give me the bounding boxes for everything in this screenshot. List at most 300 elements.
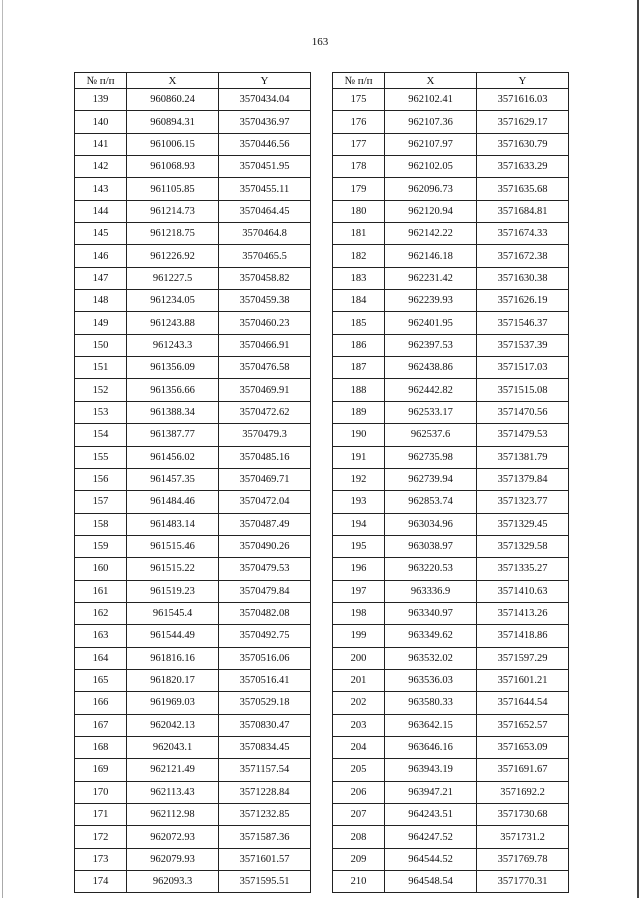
table-row xyxy=(75,848,311,870)
cell-number: 166 xyxy=(75,692,127,714)
cell-number: 155 xyxy=(75,446,127,468)
cell-number: 194 xyxy=(333,513,385,535)
cell-x: 963646.16 xyxy=(385,736,477,758)
cell-x: 961456.02 xyxy=(127,446,219,468)
table-row xyxy=(333,156,569,178)
cell-y: 3571479.53 xyxy=(477,424,569,446)
cell-number: 210 xyxy=(333,871,385,893)
cell-y: 3570436.97 xyxy=(219,111,311,133)
cell-y: 3571515.08 xyxy=(477,379,569,401)
cell-y: 3571597.29 xyxy=(477,647,569,669)
cell-y: 3570455.11 xyxy=(219,178,311,200)
table-row xyxy=(333,491,569,513)
table-row xyxy=(333,513,569,535)
cell-number: 208 xyxy=(333,826,385,848)
table-row xyxy=(333,424,569,446)
table-row xyxy=(333,111,569,133)
cell-y: 3571517.03 xyxy=(477,357,569,379)
table-row xyxy=(333,401,569,423)
cell-x: 963943.19 xyxy=(385,759,477,781)
cell-y: 3571595.51 xyxy=(219,871,311,893)
cell-y: 3571644.54 xyxy=(477,692,569,714)
cell-number: 192 xyxy=(333,468,385,490)
table-row xyxy=(333,312,569,334)
cell-x: 963532.02 xyxy=(385,647,477,669)
cell-x: 962079.93 xyxy=(127,848,219,870)
cell-number: 203 xyxy=(333,714,385,736)
table-row xyxy=(333,848,569,870)
cell-y: 3570469.91 xyxy=(219,379,311,401)
cell-y: 3571601.57 xyxy=(219,848,311,870)
cell-y: 3570516.41 xyxy=(219,669,311,691)
cell-y: 3570451.95 xyxy=(219,156,311,178)
cell-number: 144 xyxy=(75,200,127,222)
cell-x: 962397.53 xyxy=(385,334,477,356)
cell-y: 3571630.38 xyxy=(477,267,569,289)
cell-x: 961006.15 xyxy=(127,133,219,155)
table-row xyxy=(75,804,311,826)
cell-number: 176 xyxy=(333,111,385,133)
cell-x: 961356.66 xyxy=(127,379,219,401)
cell-y: 3570834.45 xyxy=(219,736,311,758)
table-row xyxy=(75,759,311,781)
cell-number: 180 xyxy=(333,200,385,222)
cell-number: 198 xyxy=(333,602,385,624)
cell-x: 961068.93 xyxy=(127,156,219,178)
cell-y: 3571674.33 xyxy=(477,223,569,245)
cell-number: 179 xyxy=(333,178,385,200)
table-row xyxy=(333,379,569,401)
table-row xyxy=(75,379,311,401)
cell-number: 160 xyxy=(75,558,127,580)
cell-number: 152 xyxy=(75,379,127,401)
table-row xyxy=(75,223,311,245)
table-row xyxy=(75,647,311,669)
cell-number: 182 xyxy=(333,245,385,267)
cell-y: 3571652.57 xyxy=(477,714,569,736)
cell-y: 3570516.06 xyxy=(219,647,311,669)
cell-y: 3571470.56 xyxy=(477,401,569,423)
cell-number: 164 xyxy=(75,647,127,669)
header-num: № п/п xyxy=(333,73,385,89)
cell-number: 151 xyxy=(75,357,127,379)
cell-y: 3571413.26 xyxy=(477,602,569,624)
cell-y: 3571323.77 xyxy=(477,491,569,513)
cell-number: 207 xyxy=(333,804,385,826)
table-row xyxy=(333,625,569,647)
cell-number: 190 xyxy=(333,424,385,446)
page-number: 163 xyxy=(311,36,329,48)
cell-number: 195 xyxy=(333,535,385,557)
table-row xyxy=(75,558,311,580)
cell-x: 962401.95 xyxy=(385,312,477,334)
cell-number: 141 xyxy=(75,133,127,155)
cell-x: 963340.97 xyxy=(385,602,477,624)
cell-y: 3570446.56 xyxy=(219,133,311,155)
cell-x: 961519.23 xyxy=(127,580,219,602)
table-row xyxy=(75,312,311,334)
cell-x: 963220.53 xyxy=(385,558,477,580)
cell-number: 173 xyxy=(75,848,127,870)
cell-y: 3571546.37 xyxy=(477,312,569,334)
table-row xyxy=(333,826,569,848)
cell-x: 962093.3 xyxy=(127,871,219,893)
table-row xyxy=(333,178,569,200)
cell-x: 961483.14 xyxy=(127,513,219,535)
cell-x: 961544.49 xyxy=(127,625,219,647)
table-row xyxy=(333,558,569,580)
cell-number: 159 xyxy=(75,535,127,557)
cell-y: 3570485.16 xyxy=(219,446,311,468)
cell-x: 962107.97 xyxy=(385,133,477,155)
cell-number: 202 xyxy=(333,692,385,714)
table-row xyxy=(333,781,569,803)
header-num: № п/п xyxy=(75,73,127,89)
table-header-row xyxy=(75,73,311,89)
cell-y: 3571630.79 xyxy=(477,133,569,155)
cell-number: 156 xyxy=(75,468,127,490)
table-row xyxy=(75,491,311,513)
table-row xyxy=(333,602,569,624)
scan-edge-left xyxy=(2,0,3,898)
table-row xyxy=(333,468,569,490)
cell-number: 206 xyxy=(333,781,385,803)
cell-x: 964548.54 xyxy=(385,871,477,893)
cell-number: 174 xyxy=(75,871,127,893)
cell-y: 3570482.08 xyxy=(219,602,311,624)
cell-number: 199 xyxy=(333,625,385,647)
cell-x: 962739.94 xyxy=(385,468,477,490)
cell-x: 961214.73 xyxy=(127,200,219,222)
cell-y: 3570459.38 xyxy=(219,290,311,312)
table-row xyxy=(333,446,569,468)
table-row xyxy=(333,223,569,245)
cell-number: 185 xyxy=(333,312,385,334)
cell-x: 962113.43 xyxy=(127,781,219,803)
cell-x: 961218.75 xyxy=(127,223,219,245)
cell-x: 963580.33 xyxy=(385,692,477,714)
cell-y: 3570434.04 xyxy=(219,89,311,111)
table-row xyxy=(333,267,569,289)
cell-number: 177 xyxy=(333,133,385,155)
cell-y: 3571228.84 xyxy=(219,781,311,803)
table-row xyxy=(75,245,311,267)
cell-x: 962102.41 xyxy=(385,89,477,111)
cell-number: 158 xyxy=(75,513,127,535)
coordinates-table-left xyxy=(74,72,311,893)
cell-number: 163 xyxy=(75,625,127,647)
table-row xyxy=(75,267,311,289)
cell-y: 3571329.45 xyxy=(477,513,569,535)
cell-x: 961457.35 xyxy=(127,468,219,490)
cell-number: 188 xyxy=(333,379,385,401)
cell-x: 961484.46 xyxy=(127,491,219,513)
cell-number: 150 xyxy=(75,334,127,356)
table-row xyxy=(333,357,569,379)
cell-number: 193 xyxy=(333,491,385,513)
cell-number: 191 xyxy=(333,446,385,468)
cell-x: 964243.51 xyxy=(385,804,477,826)
scan-edge-right xyxy=(637,0,639,898)
cell-x: 961515.46 xyxy=(127,535,219,557)
cell-x: 962102.05 xyxy=(385,156,477,178)
table-row xyxy=(333,804,569,826)
cell-y: 3571381.79 xyxy=(477,446,569,468)
table-row xyxy=(75,602,311,624)
cell-y: 3570464.8 xyxy=(219,223,311,245)
cell-x: 961226.92 xyxy=(127,245,219,267)
cell-number: 175 xyxy=(333,89,385,111)
cell-x: 962142.22 xyxy=(385,223,477,245)
cell-x: 963336.9 xyxy=(385,580,477,602)
table-row xyxy=(75,736,311,758)
cell-x: 961234.05 xyxy=(127,290,219,312)
cell-number: 149 xyxy=(75,312,127,334)
cell-y: 3570490.26 xyxy=(219,535,311,557)
table-row xyxy=(333,290,569,312)
cell-y: 3570479.53 xyxy=(219,558,311,580)
cell-number: 162 xyxy=(75,602,127,624)
header-x: X xyxy=(127,73,219,89)
cell-x: 961388.34 xyxy=(127,401,219,423)
table-body-right xyxy=(333,89,569,893)
cell-number: 186 xyxy=(333,334,385,356)
cell-y: 3570469.71 xyxy=(219,468,311,490)
table-row xyxy=(333,200,569,222)
cell-number: 146 xyxy=(75,245,127,267)
cell-number: 184 xyxy=(333,290,385,312)
table-row xyxy=(333,669,569,691)
cell-y: 3571672.38 xyxy=(477,245,569,267)
cell-number: 187 xyxy=(333,357,385,379)
cell-y: 3571684.81 xyxy=(477,200,569,222)
table-row xyxy=(333,535,569,557)
cell-y: 3570529.18 xyxy=(219,692,311,714)
cell-x: 962121.49 xyxy=(127,759,219,781)
cell-y: 3570492.75 xyxy=(219,625,311,647)
header-x: X xyxy=(385,73,477,89)
cell-number: 183 xyxy=(333,267,385,289)
cell-number: 147 xyxy=(75,267,127,289)
cell-y: 3571770.31 xyxy=(477,871,569,893)
cell-y: 3571626.19 xyxy=(477,290,569,312)
cell-x: 961387.77 xyxy=(127,424,219,446)
cell-y: 3570476.58 xyxy=(219,357,311,379)
cell-number: 197 xyxy=(333,580,385,602)
table-body-left xyxy=(75,89,311,893)
table-row xyxy=(333,647,569,669)
table-row xyxy=(333,89,569,111)
cell-x: 961243.88 xyxy=(127,312,219,334)
table-row xyxy=(75,625,311,647)
table-row xyxy=(75,200,311,222)
cell-y: 3571653.09 xyxy=(477,736,569,758)
table-row xyxy=(333,692,569,714)
cell-number: 172 xyxy=(75,826,127,848)
cell-x: 962533.17 xyxy=(385,401,477,423)
table-row xyxy=(75,535,311,557)
header-y: Y xyxy=(477,73,569,89)
cell-number: 145 xyxy=(75,223,127,245)
cell-y: 3571537.39 xyxy=(477,334,569,356)
table-row xyxy=(75,826,311,848)
cell-y: 3571633.29 xyxy=(477,156,569,178)
table-row xyxy=(75,669,311,691)
cell-y: 3571629.17 xyxy=(477,111,569,133)
cell-x: 962537.6 xyxy=(385,424,477,446)
cell-x: 962853.74 xyxy=(385,491,477,513)
table-row xyxy=(75,468,311,490)
cell-y: 3570487.49 xyxy=(219,513,311,535)
cell-x: 960860.24 xyxy=(127,89,219,111)
cell-number: 170 xyxy=(75,781,127,803)
cell-number: 153 xyxy=(75,401,127,423)
cell-y: 3570479.3 xyxy=(219,424,311,446)
cell-number: 189 xyxy=(333,401,385,423)
cell-x: 962120.94 xyxy=(385,200,477,222)
cell-x: 961515.22 xyxy=(127,558,219,580)
cell-number: 148 xyxy=(75,290,127,312)
cell-y: 3570830.47 xyxy=(219,714,311,736)
cell-y: 3570472.62 xyxy=(219,401,311,423)
cell-number: 204 xyxy=(333,736,385,758)
cell-x: 963349.62 xyxy=(385,625,477,647)
cell-x: 962042.13 xyxy=(127,714,219,736)
cell-x: 962239.93 xyxy=(385,290,477,312)
cell-x: 961820.17 xyxy=(127,669,219,691)
cell-y: 3571157.54 xyxy=(219,759,311,781)
cell-number: 196 xyxy=(333,558,385,580)
table-row xyxy=(75,446,311,468)
table-row xyxy=(333,871,569,893)
cell-x: 962112.98 xyxy=(127,804,219,826)
cell-number: 139 xyxy=(75,89,127,111)
cell-number: 142 xyxy=(75,156,127,178)
table-row xyxy=(75,871,311,893)
cell-y: 3571769.78 xyxy=(477,848,569,870)
table-row xyxy=(333,759,569,781)
cell-y: 3570472.04 xyxy=(219,491,311,513)
cell-y: 3571731.2 xyxy=(477,826,569,848)
cell-x: 962107.36 xyxy=(385,111,477,133)
table-row xyxy=(75,133,311,155)
cell-x: 962438.86 xyxy=(385,357,477,379)
cell-x: 961105.85 xyxy=(127,178,219,200)
table-row xyxy=(333,245,569,267)
cell-y: 3571329.58 xyxy=(477,535,569,557)
cell-x: 962146.18 xyxy=(385,245,477,267)
table-row xyxy=(333,334,569,356)
cell-number: 168 xyxy=(75,736,127,758)
cell-y: 3571601.21 xyxy=(477,669,569,691)
cell-x: 962442.82 xyxy=(385,379,477,401)
cell-y: 3571692.2 xyxy=(477,781,569,803)
cell-x: 964544.52 xyxy=(385,848,477,870)
cell-x: 962735.98 xyxy=(385,446,477,468)
cell-number: 165 xyxy=(75,669,127,691)
cell-number: 154 xyxy=(75,424,127,446)
cell-number: 167 xyxy=(75,714,127,736)
cell-y: 3571379.84 xyxy=(477,468,569,490)
coordinates-table-right xyxy=(332,72,569,893)
table-row xyxy=(75,89,311,111)
table-row xyxy=(333,133,569,155)
table-row xyxy=(75,401,311,423)
table-row xyxy=(75,334,311,356)
cell-y: 3571418.86 xyxy=(477,625,569,647)
table-row xyxy=(333,736,569,758)
cell-y: 3570460.23 xyxy=(219,312,311,334)
cell-y: 3570466.91 xyxy=(219,334,311,356)
cell-number: 200 xyxy=(333,647,385,669)
cell-x: 963642.15 xyxy=(385,714,477,736)
cell-y: 3571410.63 xyxy=(477,580,569,602)
cell-number: 178 xyxy=(333,156,385,178)
cell-x: 961356.09 xyxy=(127,357,219,379)
cell-y: 3571616.03 xyxy=(477,89,569,111)
cell-x: 960894.31 xyxy=(127,111,219,133)
cell-number: 171 xyxy=(75,804,127,826)
table-row xyxy=(75,424,311,446)
table-row xyxy=(75,513,311,535)
table-row xyxy=(75,580,311,602)
cell-x: 963947.21 xyxy=(385,781,477,803)
cell-x: 961227.5 xyxy=(127,267,219,289)
cell-y: 3571691.67 xyxy=(477,759,569,781)
cell-x: 961969.03 xyxy=(127,692,219,714)
cell-number: 209 xyxy=(333,848,385,870)
cell-x: 962043.1 xyxy=(127,736,219,758)
cell-y: 3571587.36 xyxy=(219,826,311,848)
cell-number: 169 xyxy=(75,759,127,781)
table-row xyxy=(75,357,311,379)
cell-number: 140 xyxy=(75,111,127,133)
cell-x: 962096.73 xyxy=(385,178,477,200)
cell-y: 3571335.27 xyxy=(477,558,569,580)
cell-x: 962231.42 xyxy=(385,267,477,289)
table-row xyxy=(75,692,311,714)
cell-y: 3571635.68 xyxy=(477,178,569,200)
table-row xyxy=(75,178,311,200)
cell-number: 205 xyxy=(333,759,385,781)
cell-x: 963034.96 xyxy=(385,513,477,535)
table-row xyxy=(75,156,311,178)
cell-number: 157 xyxy=(75,491,127,513)
table-row xyxy=(75,290,311,312)
cell-x: 964247.52 xyxy=(385,826,477,848)
cell-number: 143 xyxy=(75,178,127,200)
table-row xyxy=(333,580,569,602)
table-header-row xyxy=(333,73,569,89)
cell-x: 962072.93 xyxy=(127,826,219,848)
cell-x: 961816.16 xyxy=(127,647,219,669)
cell-x: 963038.97 xyxy=(385,535,477,557)
table-row xyxy=(75,781,311,803)
cell-x: 961545.4 xyxy=(127,602,219,624)
cell-x: 963536.03 xyxy=(385,669,477,691)
table-row xyxy=(75,714,311,736)
table-row xyxy=(75,111,311,133)
cell-y: 3571232.85 xyxy=(219,804,311,826)
cell-number: 201 xyxy=(333,669,385,691)
cell-y: 3570465.5 xyxy=(219,245,311,267)
cell-y: 3570458.82 xyxy=(219,267,311,289)
cell-x: 961243.3 xyxy=(127,334,219,356)
cell-number: 181 xyxy=(333,223,385,245)
cell-y: 3571730.68 xyxy=(477,804,569,826)
cell-number: 161 xyxy=(75,580,127,602)
cell-y: 3570464.45 xyxy=(219,200,311,222)
